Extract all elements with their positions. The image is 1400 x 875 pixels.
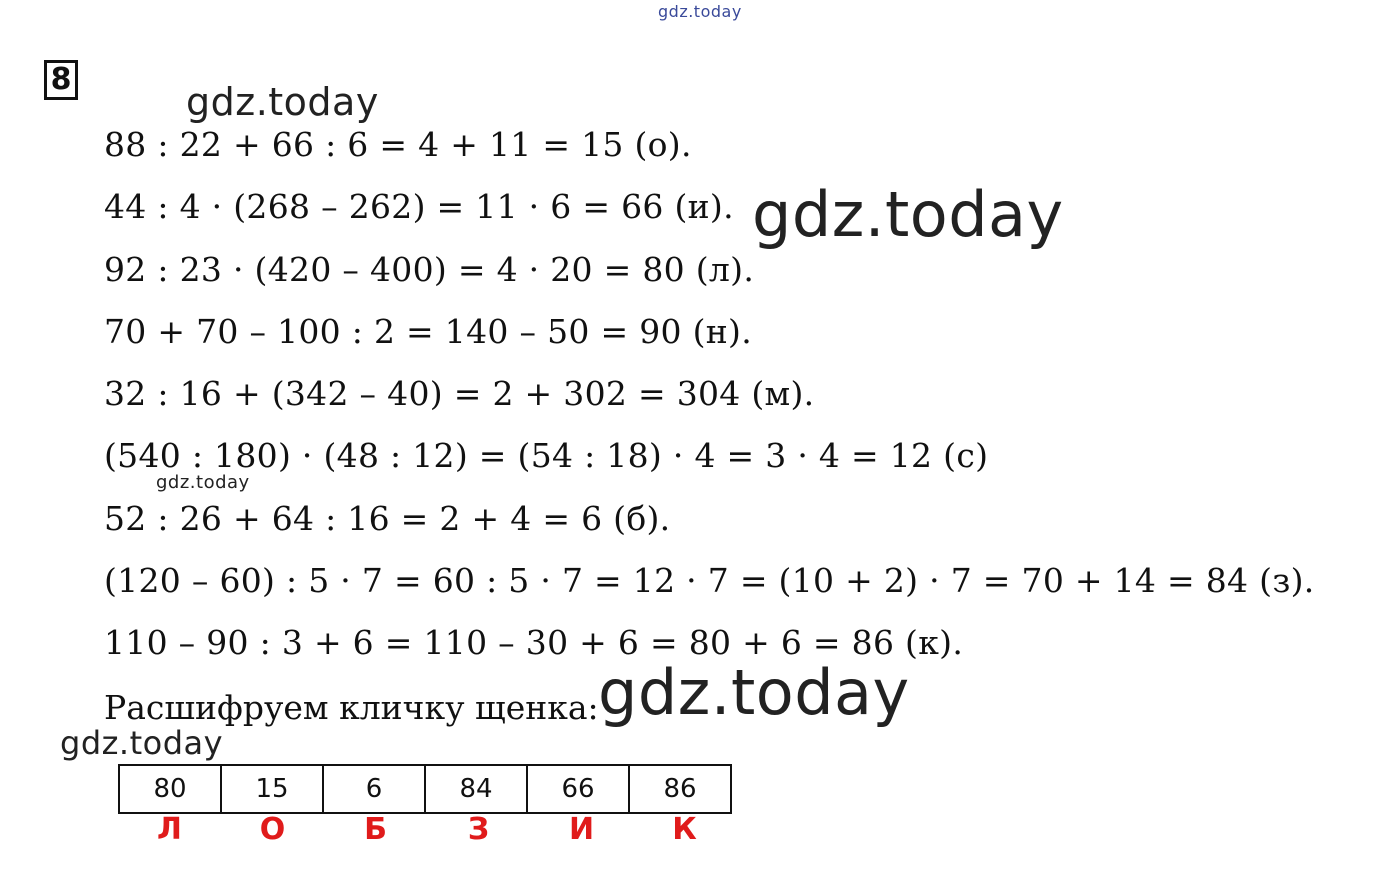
answer-letter: З	[467, 812, 490, 847]
watermark-1: gdz.today	[186, 80, 379, 124]
equation-line: 92 : 23 · (420 – 400) = 4 · 20 = 80 (л).	[104, 249, 755, 289]
watermark-3: gdz.today	[156, 472, 250, 493]
answer-cell: 15	[221, 765, 323, 813]
equation-line: 110 – 90 : 3 + 6 = 110 – 30 + 6 = 80 + 6 = 86 (к).	[104, 623, 964, 663]
answer-letter: И	[568, 812, 595, 847]
answer-table	[118, 764, 732, 814]
answer-letter: О	[259, 812, 286, 847]
answer-row	[119, 765, 731, 813]
equation-line: 32 : 16 + (342 – 40) = 2 + 302 = 304 (м).	[104, 374, 815, 414]
equation-line: 52 : 26 + 64 : 16 = 2 + 4 = 6 (б).	[104, 498, 671, 538]
task-number-badge: 8	[44, 60, 78, 100]
equation-list	[104, 120, 1315, 681]
answer-cell: 86	[629, 765, 731, 813]
answer-cell: 80	[119, 765, 221, 813]
watermark-5: gdz.today	[60, 724, 224, 762]
answer-letter: Б	[364, 812, 387, 847]
answer-letters	[118, 812, 736, 847]
equation-line: 88 : 22 + 66 : 6 = 4 + 11 = 15 (о).	[104, 125, 692, 164]
answer-letter: К	[672, 812, 697, 847]
equation-line: (540 : 180) · (48 : 12) = (54 : 18) · 4 = 3 · 4 = 12 (с)	[104, 436, 989, 476]
decode-label: Расшифруем кличку щенка:	[104, 688, 599, 727]
equation-line: 70 + 70 – 100 : 2 = 140 – 50 = 90 (н).	[104, 311, 753, 351]
answer-letter: Л	[157, 812, 182, 847]
answer-cell: 84	[425, 765, 527, 813]
answer-cell: 66	[527, 765, 629, 813]
watermark-4: gdz.today	[598, 656, 910, 729]
watermark-top: gdz.today	[658, 2, 742, 21]
answer-cell: 6	[323, 765, 425, 813]
watermark-2: gdz.today	[752, 178, 1064, 251]
equation-line: (120 – 60) : 5 · 7 = 60 : 5 · 7 = 12 · 7 = (10 + 2) · 7 = 70 + 14 = 84 (з).	[104, 561, 1315, 601]
equation-line: 44 : 4 · (268 – 262) = 11 · 6 = 66 (и).	[104, 187, 734, 227]
